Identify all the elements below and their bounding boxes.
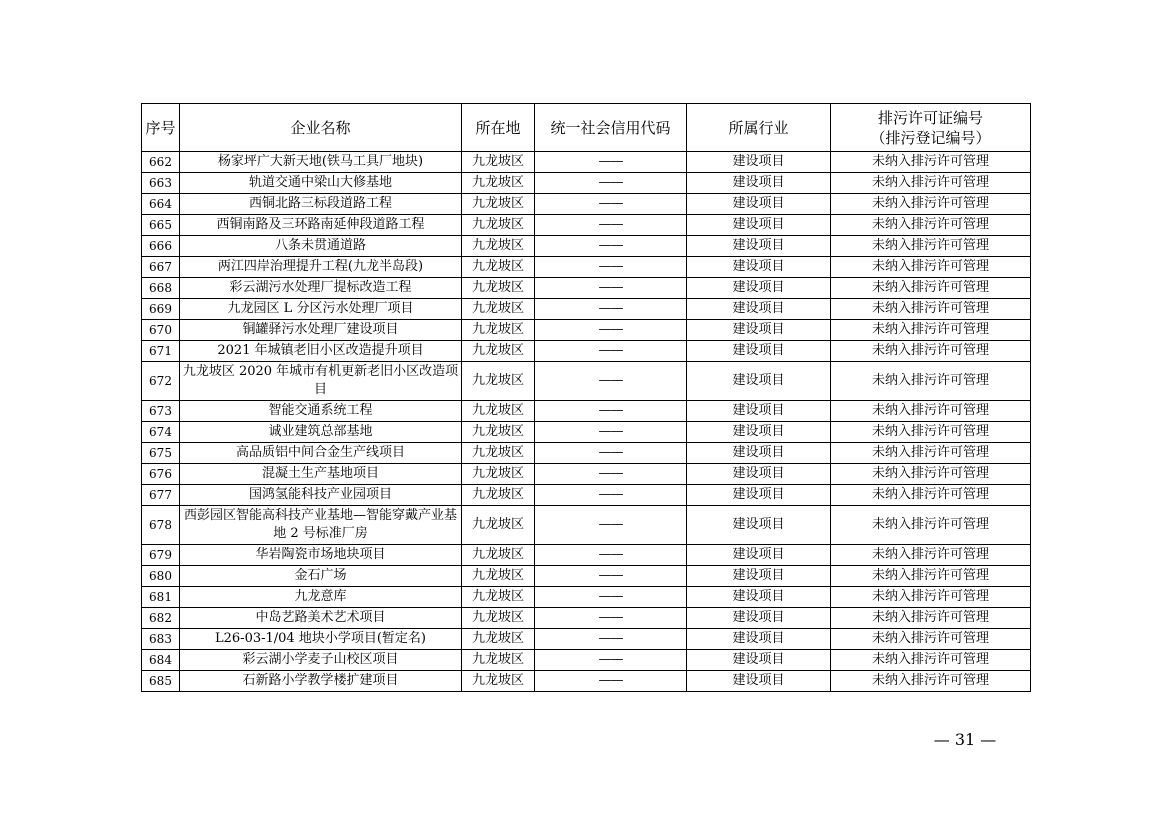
- cell-industry: 建设项目: [687, 341, 831, 362]
- cell-seq: 671: [142, 341, 180, 362]
- table-row: [142, 608, 1031, 629]
- cell-name: 西彭园区智能高科技产业基地—智能穿戴产业基地 2 号标准厂房: [180, 506, 462, 545]
- cell-credit-code: ——: [535, 650, 687, 671]
- table-row: [142, 152, 1031, 173]
- cell-permit: 未纳入排污许可管理: [831, 299, 1031, 320]
- cell-permit: 未纳入排污许可管理: [831, 545, 1031, 566]
- cell-seq: 684: [142, 650, 180, 671]
- cell-name: 杨家坪广大新天地(铁马工具厂地块): [180, 152, 462, 173]
- cell-industry: 建设项目: [687, 422, 831, 443]
- cell-credit-code: ——: [535, 566, 687, 587]
- cell-permit: 未纳入排污许可管理: [831, 422, 1031, 443]
- cell-seq: 678: [142, 506, 180, 545]
- cell-name: 彩云湖小学麦子山校区项目: [180, 650, 462, 671]
- cell-permit: 未纳入排污许可管理: [831, 320, 1031, 341]
- cell-name: 金石广场: [180, 566, 462, 587]
- cell-location: 九龙坡区: [462, 194, 535, 215]
- cell-location: 九龙坡区: [462, 278, 535, 299]
- cell-name: 九龙坡区 2020 年城市有机更新老旧小区改造项目: [180, 362, 462, 401]
- cell-industry: 建设项目: [687, 362, 831, 401]
- cell-seq: 676: [142, 464, 180, 485]
- cell-name: 2021 年城镇老旧小区改造提升项目: [180, 341, 462, 362]
- cell-permit: 未纳入排污许可管理: [831, 443, 1031, 464]
- cell-name: L26-03-1/04 地块小学项目(暂定名): [180, 629, 462, 650]
- cell-credit-code: ——: [535, 629, 687, 650]
- cell-location: 九龙坡区: [462, 341, 535, 362]
- cell-location: 九龙坡区: [462, 650, 535, 671]
- cell-seq: 662: [142, 152, 180, 173]
- cell-credit-code: ——: [535, 152, 687, 173]
- table-row: [142, 278, 1031, 299]
- table-row: [142, 671, 1031, 692]
- cell-location: 九龙坡区: [462, 215, 535, 236]
- table-row: [142, 545, 1031, 566]
- cell-name: 八条未贯通道路: [180, 236, 462, 257]
- cell-location: 九龙坡区: [462, 506, 535, 545]
- table-row: [142, 194, 1031, 215]
- table-row: [142, 650, 1031, 671]
- cell-location: 九龙坡区: [462, 362, 535, 401]
- table-body: [142, 152, 1031, 692]
- cell-location: 九龙坡区: [462, 545, 535, 566]
- table-row: [142, 341, 1031, 362]
- cell-credit-code: ——: [535, 194, 687, 215]
- cell-industry: 建设项目: [687, 152, 831, 173]
- cell-seq: 677: [142, 485, 180, 506]
- cell-industry: 建设项目: [687, 629, 831, 650]
- cell-name: 西铜北路三标段道路工程: [180, 194, 462, 215]
- table-row: [142, 362, 1031, 401]
- header-credit-code: 统一社会信用代码: [535, 104, 687, 152]
- cell-location: 九龙坡区: [462, 299, 535, 320]
- cell-industry: 建设项目: [687, 299, 831, 320]
- cell-name: 高品质铝中间合金生产线项目: [180, 443, 462, 464]
- cell-name: 诚业建筑总部基地: [180, 422, 462, 443]
- cell-location: 九龙坡区: [462, 173, 535, 194]
- cell-location: 九龙坡区: [462, 236, 535, 257]
- cell-permit: 未纳入排污许可管理: [831, 485, 1031, 506]
- header-permit-line1: 排污许可证编号: [877, 108, 983, 127]
- cell-location: 九龙坡区: [462, 320, 535, 341]
- cell-location: 九龙坡区: [462, 587, 535, 608]
- cell-credit-code: ——: [535, 545, 687, 566]
- cell-industry: 建设项目: [687, 215, 831, 236]
- table-row: [142, 587, 1031, 608]
- cell-industry: 建设项目: [687, 587, 831, 608]
- cell-credit-code: ——: [535, 362, 687, 401]
- cell-industry: 建设项目: [687, 566, 831, 587]
- cell-location: 九龙坡区: [462, 401, 535, 422]
- cell-permit: 未纳入排污许可管理: [831, 401, 1031, 422]
- cell-credit-code: ——: [535, 671, 687, 692]
- cell-name: 混凝土生产基地项目: [180, 464, 462, 485]
- cell-seq: 665: [142, 215, 180, 236]
- cell-seq: 685: [142, 671, 180, 692]
- cell-industry: 建设项目: [687, 173, 831, 194]
- cell-credit-code: ——: [535, 320, 687, 341]
- cell-industry: 建设项目: [687, 443, 831, 464]
- table-row: [142, 629, 1031, 650]
- table-row: [142, 401, 1031, 422]
- header-name: 企业名称: [180, 104, 462, 152]
- cell-seq: 663: [142, 173, 180, 194]
- cell-location: 九龙坡区: [462, 671, 535, 692]
- table-row: [142, 236, 1031, 257]
- cell-name: 华岩陶瓷市场地块项目: [180, 545, 462, 566]
- cell-seq: 680: [142, 566, 180, 587]
- cell-location: 九龙坡区: [462, 566, 535, 587]
- cell-seq: 673: [142, 401, 180, 422]
- cell-industry: 建设项目: [687, 485, 831, 506]
- cell-permit: 未纳入排污许可管理: [831, 362, 1031, 401]
- cell-seq: 664: [142, 194, 180, 215]
- cell-industry: 建设项目: [687, 671, 831, 692]
- cell-credit-code: ——: [535, 464, 687, 485]
- table-row: [142, 257, 1031, 278]
- table-row: [142, 506, 1031, 545]
- cell-permit: 未纳入排污许可管理: [831, 194, 1031, 215]
- cell-permit: 未纳入排污许可管理: [831, 506, 1031, 545]
- cell-seq: 682: [142, 608, 180, 629]
- cell-permit: 未纳入排污许可管理: [831, 629, 1031, 650]
- cell-industry: 建设项目: [687, 506, 831, 545]
- header-seq: 序号: [142, 104, 180, 152]
- cell-credit-code: ——: [535, 215, 687, 236]
- cell-seq: 668: [142, 278, 180, 299]
- cell-name: 九龙园区 L 分区污水处理厂项目: [180, 299, 462, 320]
- cell-credit-code: ——: [535, 506, 687, 545]
- cell-credit-code: ——: [535, 485, 687, 506]
- cell-industry: 建设项目: [687, 650, 831, 671]
- enterprise-table: [141, 103, 1031, 692]
- cell-name: 两江四岸治理提升工程(九龙半岛段): [180, 257, 462, 278]
- table-row: [142, 173, 1031, 194]
- cell-credit-code: ——: [535, 443, 687, 464]
- cell-industry: 建设项目: [687, 320, 831, 341]
- cell-credit-code: ——: [535, 236, 687, 257]
- cell-industry: 建设项目: [687, 464, 831, 485]
- cell-seq: 670: [142, 320, 180, 341]
- cell-permit: 未纳入排污许可管理: [831, 257, 1031, 278]
- cell-credit-code: ——: [535, 608, 687, 629]
- table-row: [142, 215, 1031, 236]
- cell-seq: 666: [142, 236, 180, 257]
- cell-permit: 未纳入排污许可管理: [831, 608, 1031, 629]
- cell-location: 九龙坡区: [462, 464, 535, 485]
- cell-permit: 未纳入排污许可管理: [831, 173, 1031, 194]
- cell-name: 彩云湖污水处理厂提标改造工程: [180, 278, 462, 299]
- cell-permit: 未纳入排污许可管理: [831, 341, 1031, 362]
- cell-name: 国鸿氢能科技产业园项目: [180, 485, 462, 506]
- table-row: [142, 299, 1031, 320]
- cell-permit: 未纳入排污许可管理: [831, 650, 1031, 671]
- cell-permit: 未纳入排污许可管理: [831, 566, 1031, 587]
- enterprise-table-container: [141, 103, 1030, 692]
- cell-seq: 681: [142, 587, 180, 608]
- table-row: [142, 443, 1031, 464]
- cell-industry: 建设项目: [687, 608, 831, 629]
- cell-industry: 建设项目: [687, 545, 831, 566]
- cell-permit: 未纳入排污许可管理: [831, 152, 1031, 173]
- cell-seq: 679: [142, 545, 180, 566]
- cell-industry: 建设项目: [687, 236, 831, 257]
- cell-seq: 669: [142, 299, 180, 320]
- cell-seq: 674: [142, 422, 180, 443]
- cell-location: 九龙坡区: [462, 608, 535, 629]
- cell-credit-code: ——: [535, 422, 687, 443]
- cell-permit: 未纳入排污许可管理: [831, 587, 1031, 608]
- page-number: — 31 —: [933, 730, 997, 749]
- table-row: [142, 422, 1031, 443]
- table-row: [142, 566, 1031, 587]
- cell-permit: 未纳入排污许可管理: [831, 236, 1031, 257]
- header-permit: [831, 104, 1031, 152]
- cell-credit-code: ——: [535, 299, 687, 320]
- cell-permit: 未纳入排污许可管理: [831, 215, 1031, 236]
- cell-industry: 建设项目: [687, 194, 831, 215]
- cell-credit-code: ——: [535, 401, 687, 422]
- cell-name: 铜罐驿污水处理厂建设项目: [180, 320, 462, 341]
- cell-name: 九龙意库: [180, 587, 462, 608]
- header-permit-line2: （排污登记编号）: [870, 128, 991, 147]
- cell-credit-code: ——: [535, 341, 687, 362]
- cell-permit: 未纳入排污许可管理: [831, 671, 1031, 692]
- cell-location: 九龙坡区: [462, 152, 535, 173]
- cell-seq: 683: [142, 629, 180, 650]
- cell-name: 西铜南路及三环路南延伸段道路工程: [180, 215, 462, 236]
- cell-location: 九龙坡区: [462, 629, 535, 650]
- cell-industry: 建设项目: [687, 401, 831, 422]
- cell-location: 九龙坡区: [462, 485, 535, 506]
- cell-credit-code: ——: [535, 257, 687, 278]
- header-location: 所在地: [462, 104, 535, 152]
- cell-seq: 667: [142, 257, 180, 278]
- table-row: [142, 485, 1031, 506]
- cell-name: 轨道交通中梁山大修基地: [180, 173, 462, 194]
- cell-permit: 未纳入排污许可管理: [831, 278, 1031, 299]
- table-header-row: [142, 104, 1031, 152]
- cell-location: 九龙坡区: [462, 257, 535, 278]
- cell-seq: 672: [142, 362, 180, 401]
- cell-name: 石新路小学教学楼扩建项目: [180, 671, 462, 692]
- cell-name: 中岛艺路美术艺术项目: [180, 608, 462, 629]
- cell-name: 智能交通系统工程: [180, 401, 462, 422]
- cell-location: 九龙坡区: [462, 422, 535, 443]
- table-row: [142, 320, 1031, 341]
- cell-permit: 未纳入排污许可管理: [831, 464, 1031, 485]
- cell-location: 九龙坡区: [462, 443, 535, 464]
- cell-industry: 建设项目: [687, 257, 831, 278]
- cell-credit-code: ——: [535, 173, 687, 194]
- cell-industry: 建设项目: [687, 278, 831, 299]
- header-industry: 所属行业: [687, 104, 831, 152]
- cell-credit-code: ——: [535, 278, 687, 299]
- table-row: [142, 464, 1031, 485]
- cell-credit-code: ——: [535, 587, 687, 608]
- cell-seq: 675: [142, 443, 180, 464]
